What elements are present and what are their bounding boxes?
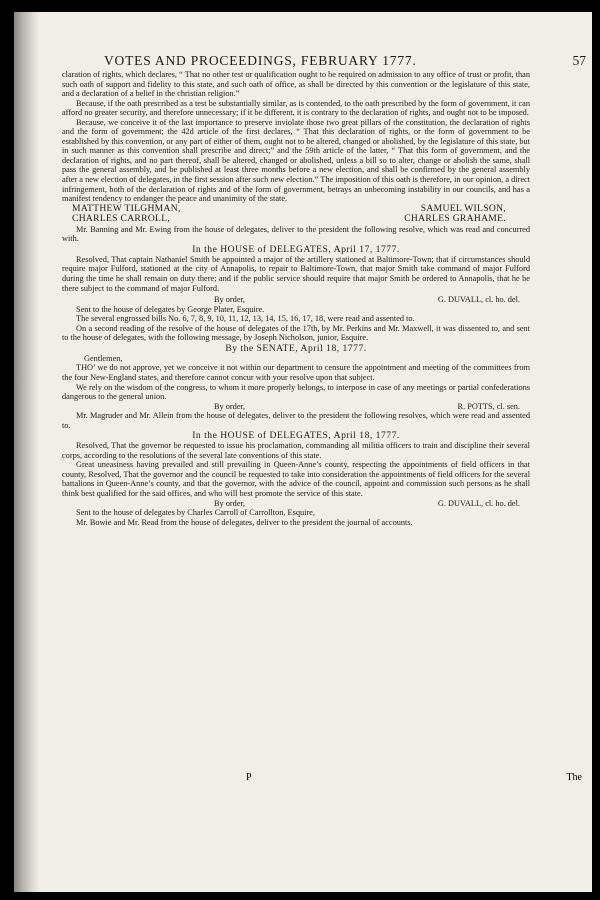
running-header bbox=[104, 53, 586, 69]
header-title: VOTES AND PROCEEDINGS, FEBRUARY 1777. bbox=[104, 53, 417, 68]
paragraph-tho: THO’ we do not approve, yet we conceive it not within our department to censure the appointment and meeting of the committees from the four New-England states, and therefore cannot concur with your resolve upon that subject. bbox=[62, 363, 530, 382]
signature-wilson: SAMUEL WILSON, bbox=[420, 202, 506, 214]
by-order-name: R. POTTS, cl. sen. bbox=[457, 401, 520, 411]
signature-carroll: CHARLES CARROLL, bbox=[72, 213, 171, 225]
by-order-label: By order, bbox=[214, 498, 246, 508]
by-order-potts bbox=[62, 402, 530, 412]
by-order-label: By order, bbox=[214, 401, 246, 411]
paragraph-sent-plater: Sent to the house of delegates by George Plater, Esquire. bbox=[76, 304, 265, 314]
signature-mark: P bbox=[246, 772, 252, 783]
paragraph-banning: Mr. Banning and Mr. Ewing from the house of delegates, deliver to the president the following resolve, which was read and concurred with. bbox=[62, 224, 530, 244]
paragraph-resolved-militia: Resolved, That the governor be requested to issue his proclamation, commanding all militia officers to train and discipline their several corps, according to the resolutions of the several late conventions of this state. bbox=[62, 441, 530, 460]
paragraph-resolved-smith: Resolved, That captain Nathaniel Smith be appointed a major of the artillery stationed at Baltimore-Town; that if circumstances should require major Fulford, stationed at the city of Annapolis, to repair to Baltimore-Town, that major Smith take command of major Fulford during the time he shall remain on duty there; and if the public service should require that major Smith be ordered to Annapolis, that he be there subject to the command of major Fulford. bbox=[62, 254, 530, 293]
paragraph-great-uneasiness: Great uneasiness having prevailed and still prevailing in Queen-Anne’s county, respecting the appointments of field officers in that county, Resolved, That the governor and the council be requested to take into consideration the appointments of field officers for the several battalions in Queen-Anne’s county, and that the governor, with the advice of the council, appoint and commission such persons as he shall think best qualified for the said offices, and who will best promote the service of this state. bbox=[62, 460, 530, 498]
paragraph-declaration: claration of rights, which declares, “ That no other test or qualification ought to be required on admission to any office of trust or profit, than such oath of support and fidelity to this state, and such oath of office, as shall be directed by this convention or the legislature of this state, and a declaration of a belief in the christian religion.” bbox=[62, 70, 530, 99]
signature-grahame: CHARLES GRAHAME. bbox=[404, 213, 506, 225]
by-order-duvall-2 bbox=[62, 499, 530, 509]
by-order-name: G. DUVALL, cl. ho. del. bbox=[437, 498, 520, 508]
paragraph-bowie: Mr. Bowie and Mr. Read from the house of delegates, deliver to the president the journal of accounts. bbox=[76, 517, 413, 527]
by-order-name: G. DUVALL, cl. ho. del. bbox=[437, 295, 520, 305]
by-order-duvall-1 bbox=[62, 295, 530, 305]
catchword: The bbox=[566, 772, 582, 783]
page-body bbox=[62, 70, 530, 527]
paragraph-engrossed-bills: The several engrossed bills No. 6, 7, 8, 9, 10, 11, 12, 13, 14, 15, 16, 17, 18, were read and assented to. bbox=[76, 314, 415, 324]
paragraph-sent-carroll: Sent to the house of delegates by Charles Carroll of Carrollton, Esquire, bbox=[76, 508, 315, 518]
paragraph-second-reading: On a second reading of the resolve of the house of delegates of the 17th, by Mr. Perkins and Mr. Maxwell, it was dissented to, and sent to the house of delegates, with the following message, by Joseph Nicholson, junior, Esquire. bbox=[62, 323, 530, 343]
paragraph-rely: We rely on the wisdom of the congress, to whom it more properly belongs, to interpose in case of any meetings or partial confederations dangerous to the general union. bbox=[62, 382, 530, 402]
heading-senate-april-18: By the SENATE, April 18, 1777. bbox=[225, 342, 367, 354]
paragraph-because-1: Because, if the oath prescribed as a test be substantially similar, as is contended, to the oath prescribed by the form of government, it can afford no greater security, and therefore unnecessary; if it be different, it is contrary to the declaration of rights, and ought not to be imposed. bbox=[62, 98, 530, 118]
signature-tilghman: MATTHEW TILGHMAN, bbox=[72, 202, 181, 214]
signature-row-2 bbox=[72, 214, 530, 225]
page-number: 57 bbox=[572, 53, 586, 68]
book-spine-shadow bbox=[14, 12, 40, 892]
by-order-label: By order, bbox=[214, 295, 246, 305]
paragraph-magruder: Mr. Magruder and Mr. Allein from the house of delegates, deliver to the president the following resolves, which were read and assented to. bbox=[62, 411, 530, 430]
heading-house-april-18: In the HOUSE of DELEGATES, April 18, 1777. bbox=[192, 430, 400, 442]
paragraph-because-2: Because, we conceive it of the last importance to preserve inviolate those two great pillars of the constitution, the declaration of rights and the form of government; the 42d article of the first declares, “ That this declaration of rights, or the form of government to be established by this convention, or any part of either of them, ought not to be altered, changed or abolished, by the legislature of this state, but in such manner as this convention shall prescribe and direct;” and the 59th article of the latter, “ That this form of government, and the declaration of rights, and no part thereof, shall be altered, changed or abolished, unless a bill so to alter, change or abolish the same, shall pass the general assembly, and be published at least three months before a new election, and shall be confirmed by the general assembly after a new election of delegates, in the first session after such new election.” The imposition of this oath is therefore, in our opinion, a direct infringement, both of the declaration of rights and of the form of government, betrays an unbecoming instability in our councils, and has a manifest tendency to endanger the peace and unanimity of the state. bbox=[62, 117, 530, 204]
book-page bbox=[14, 12, 592, 892]
salutation: Gentlemen, bbox=[84, 353, 123, 363]
heading-house-april-17: In the HOUSE of DELEGATES, April 17, 1777. bbox=[192, 243, 400, 255]
